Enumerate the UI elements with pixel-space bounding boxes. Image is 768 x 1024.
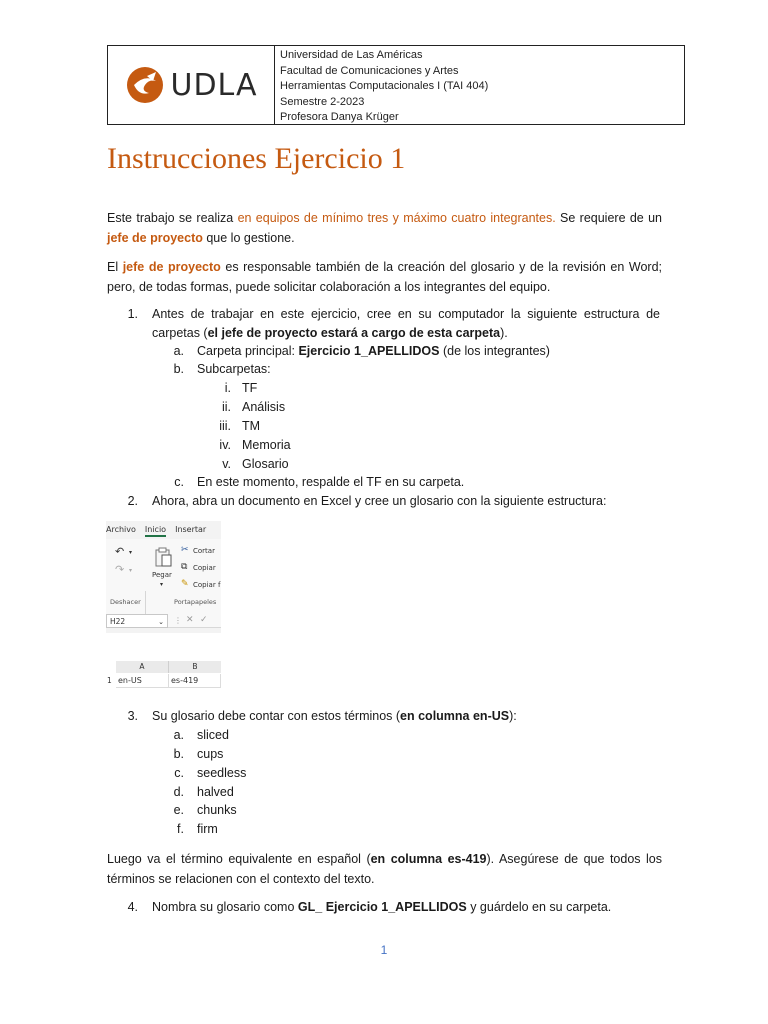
team-size-highlight: en equipos de mínimo tres y máximo cuatro integrantes.: [237, 211, 556, 225]
list-letter: a.: [173, 728, 184, 742]
tab-insertar[interactable]: Insertar: [175, 525, 207, 534]
list-letter: c.: [174, 475, 184, 489]
undo-group-label: Deshacer: [110, 598, 141, 606]
roman-number: i.: [224, 381, 231, 395]
backup-instruction: En este momento, respalde el TF en su carpeta.: [197, 475, 465, 489]
project-lead-highlight: jefe de proyecto: [122, 260, 221, 274]
row-header-1[interactable]: 1: [107, 676, 112, 685]
bold-text: Ejercicio 1_APELLIDOS: [298, 344, 440, 358]
chevron-down-icon[interactable]: ▾: [129, 549, 133, 556]
text: Su glosario debe contar con estos términos (: [152, 709, 401, 723]
text: El: [107, 260, 123, 274]
column-header-b[interactable]: B: [169, 661, 221, 673]
roman-number: v.: [222, 457, 231, 471]
text: es responsable también de la creación del glosario y de la revisión en Word; pero, de todas formas, puede solicitar colaboración a los integrantes del equipo.: [107, 260, 662, 294]
term-chunks: chunks: [197, 803, 237, 817]
cell-b1[interactable]: es-419: [169, 674, 221, 688]
ribbon-tabs: [106, 525, 206, 537]
header-table: [107, 45, 685, 125]
list-letter: e.: [173, 803, 184, 817]
text: ). Asegúrese de que todos los términos se relacionen con el contexto del texto.: [107, 852, 662, 886]
university-name: Universidad de Las Américas: [280, 49, 423, 61]
list-number: 4.: [127, 900, 138, 914]
text: Nombra su glosario como: [152, 900, 298, 914]
excel-screenshot: [106, 521, 221, 693]
main-folder-line: [197, 342, 550, 361]
excel-instruction: Ahora, abra un documento en Excel y cree un glosario con la siguiente estructura:: [152, 494, 607, 508]
column-header-a[interactable]: A: [116, 661, 169, 673]
term-sliced: sliced: [197, 728, 229, 742]
roman-number: iv.: [219, 438, 231, 452]
text: que lo gestione.: [202, 231, 295, 245]
folder-tm: TM: [242, 419, 261, 433]
text: ):: [509, 709, 517, 723]
bold-text: el jefe de proyecto estará a cargo de esta carpeta: [207, 326, 501, 340]
text: Se requiere de un: [555, 211, 662, 225]
page-title: Instrucciones Ejercicio 1: [107, 142, 406, 175]
list-letter: a.: [173, 344, 184, 358]
bold-text: en columna en-US: [400, 709, 510, 723]
equivalent-term-paragraph: [107, 849, 662, 889]
item1-line2: [152, 324, 508, 343]
folder-analisis: Análisis: [242, 400, 286, 414]
name-box-value: H22: [110, 617, 126, 626]
list-number: 1.: [127, 307, 138, 321]
name-box[interactable]: [106, 614, 168, 628]
semester: Semestre 2-2023: [280, 95, 365, 108]
glossary-terms-intro: [152, 707, 517, 726]
paste-label[interactable]: Pegar: [152, 571, 172, 579]
format-painter-icon[interactable]: ✎: [181, 579, 189, 589]
udla-logo: [125, 65, 258, 105]
udla-swirl-icon: [125, 65, 165, 105]
professor: Profesora Danya Krüger: [280, 111, 399, 123]
folder-tf: TF: [242, 381, 258, 395]
copy-label[interactable]: Copiar: [193, 564, 216, 572]
format-painter-label[interactable]: Copiar f: [193, 581, 221, 589]
paste-icon[interactable]: [154, 546, 172, 568]
text: Luego va el término equivalente en español (: [107, 852, 371, 866]
term-halved: halved: [197, 785, 234, 799]
undo-icon[interactable]: ↶: [115, 545, 125, 558]
logo-text: UDLA: [170, 67, 258, 103]
header-info: [275, 46, 488, 124]
save-instruction: [152, 898, 611, 917]
chevron-down-icon[interactable]: ⌄: [158, 618, 164, 626]
bold-text: GL_ Ejercicio 1_APELLIDOS: [297, 900, 467, 914]
term-cups: cups: [197, 747, 224, 761]
list-number: 3.: [127, 709, 138, 723]
tab-archivo[interactable]: Archivo: [106, 525, 136, 534]
lead-paragraph: [107, 257, 662, 297]
copy-icon[interactable]: ⧉: [181, 562, 188, 572]
list-letter: b.: [173, 362, 184, 376]
subfolders-label: Subcarpetas:: [197, 362, 271, 376]
item1-line1: Antes de trabajar en este ejercicio, cree en su computador la siguiente estructura de: [152, 307, 660, 321]
chevron-down-icon[interactable]: ▾: [129, 567, 133, 574]
clipboard-group-label: Portapapeles: [174, 598, 217, 606]
redo-icon[interactable]: ↷: [115, 563, 125, 576]
folder-glosario: Glosario: [242, 457, 289, 471]
scissors-icon[interactable]: ✂: [181, 545, 189, 555]
text: carpetas (: [152, 326, 208, 340]
course-name: Herramientas Computacionales I (TAI 404): [280, 80, 489, 92]
text: Carpeta principal:: [197, 344, 299, 358]
more-icon: ⋮: [174, 616, 182, 625]
tab-inicio[interactable]: Inicio: [145, 525, 166, 537]
term-seedless: seedless: [197, 766, 247, 780]
intro-paragraph: [107, 208, 662, 248]
spreadsheet-grid: [106, 633, 221, 693]
bold-text: en columna es-419: [370, 852, 487, 866]
text: (de los integrantes): [439, 344, 550, 358]
cut-label[interactable]: Cortar: [193, 547, 215, 555]
roman-number: ii.: [221, 400, 231, 414]
list-letter: c.: [174, 766, 184, 780]
list-number: 2.: [127, 494, 138, 508]
text: y guárdelo en su carpeta.: [466, 900, 612, 914]
cancel-icon[interactable]: ✕: [186, 615, 194, 625]
roman-number: iii.: [219, 419, 231, 433]
faculty-name: Facultad de Comunicaciones y Artes: [280, 64, 459, 77]
list-letter: d.: [173, 785, 184, 799]
logo-cell: [108, 46, 275, 124]
check-icon[interactable]: ✓: [200, 615, 208, 625]
cell-a1[interactable]: en-US: [116, 674, 169, 688]
list-letter: b.: [173, 747, 184, 761]
term-firm: firm: [197, 822, 218, 836]
list-letter: f.: [177, 822, 184, 836]
page-number: 1: [380, 943, 388, 957]
project-lead-highlight: jefe de proyecto: [107, 231, 203, 245]
text: Este trabajo se realiza: [107, 211, 238, 225]
text: ).: [500, 326, 508, 340]
chevron-down-icon[interactable]: ▾: [160, 581, 164, 588]
folder-memoria: Memoria: [242, 438, 291, 452]
